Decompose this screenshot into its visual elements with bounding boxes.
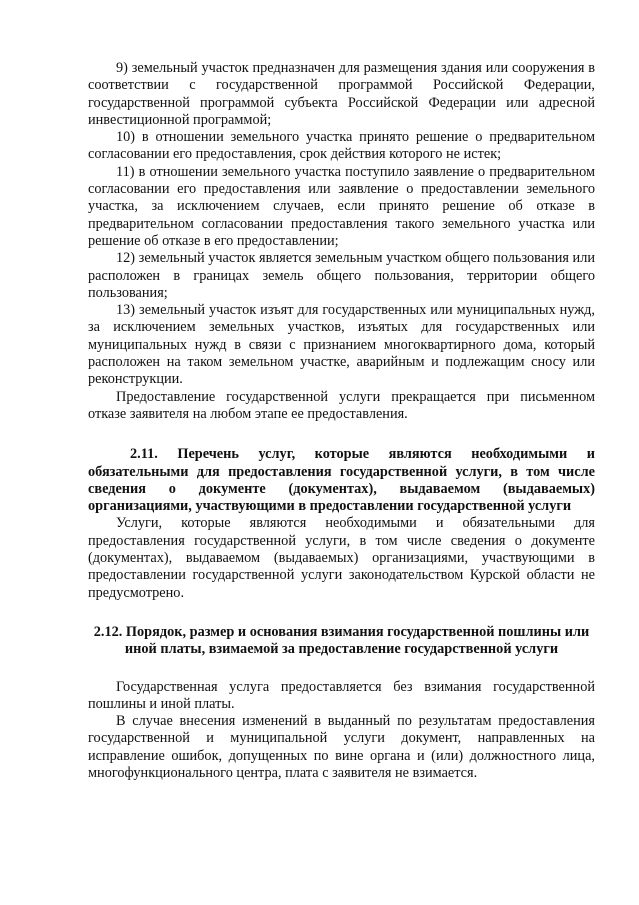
list-item-12: 12) земельный участок является земельным участком общего пользования или расположен в границах земель общего пользования, территории общего пользования; bbox=[88, 250, 595, 301]
section-2-12-para-1: Государственная услуга предоставляется без взимания государственной пошлины и иной платы. bbox=[88, 678, 595, 712]
section-2-12-para-2: В случае внесения изменений в выданный по результатам предоставления государственной и муниципальной услуги документ, направленных на исправление ошибок, допущенных по вине органа и (или) должностного лица, многофункционального центра, плата с заявителя не взимается. bbox=[88, 713, 595, 781]
list-item-9: 9) земельный участок предназначен для размещения здания или сооружения в соответствии с государственной программой Российской Федерации, государственной программой субъекта Российской Федерации или адресной инвестиционной программой; bbox=[88, 60, 595, 128]
section-2-11-body: Услуги, которые являются необходимыми и обязательными для предоставления государственной услуги, в том числе сведения о документе (документах), выдаваемом (выдаваемых) организациями, участвующими в предоставлении государственной услуги законодательством Курской области не предусмотрено. bbox=[88, 515, 595, 601]
list-item-13: 13) земельный участок изъят для государственных или муниципальных нужд, за исключением земельных участков, изъятых для государственных или муниципальных нужд в связи с признанием многоквартирного дома, который расположен на таком земельном участке, аварийным и подлежащим сносу или реконструкции. bbox=[88, 302, 595, 388]
termination-note: Предоставление государственной услуги прекращается при письменном отказе заявителя на любом этапе ее предоставления. bbox=[88, 388, 595, 422]
document-page bbox=[88, 60, 595, 782]
section-2-12-heading: 2.12. Порядок, размер и основания взимания государственной пошлины или иной платы, взимаемой за предоставление государственной услуги bbox=[93, 623, 590, 658]
list-item-10: 10) в отношении земельного участка принято решение о предварительном согласовании его предоставления, срок действия которого не истек; bbox=[88, 129, 595, 163]
section-2-11-heading: 2.11. Перечень услуг, которые являются необходимыми и обязательными для предоставления государственной услуги, в том числе сведения о документе (документах), выдаваемом (выдаваемых) организациями, участвующими в предоставлении государственной услуги bbox=[88, 446, 595, 515]
spacer bbox=[88, 423, 595, 446]
spacer bbox=[88, 659, 595, 679]
list-item-11: 11) в отношении земельного участка поступило заявление о предварительном согласовании его предоставления или заявление о предоставлении земельного участка, за исключением случаев, если принято решение об отказе в предварительном согласовании предоставления такого земельного участка или решение об отказе в его предоставлении; bbox=[88, 163, 595, 249]
spacer bbox=[88, 602, 595, 624]
